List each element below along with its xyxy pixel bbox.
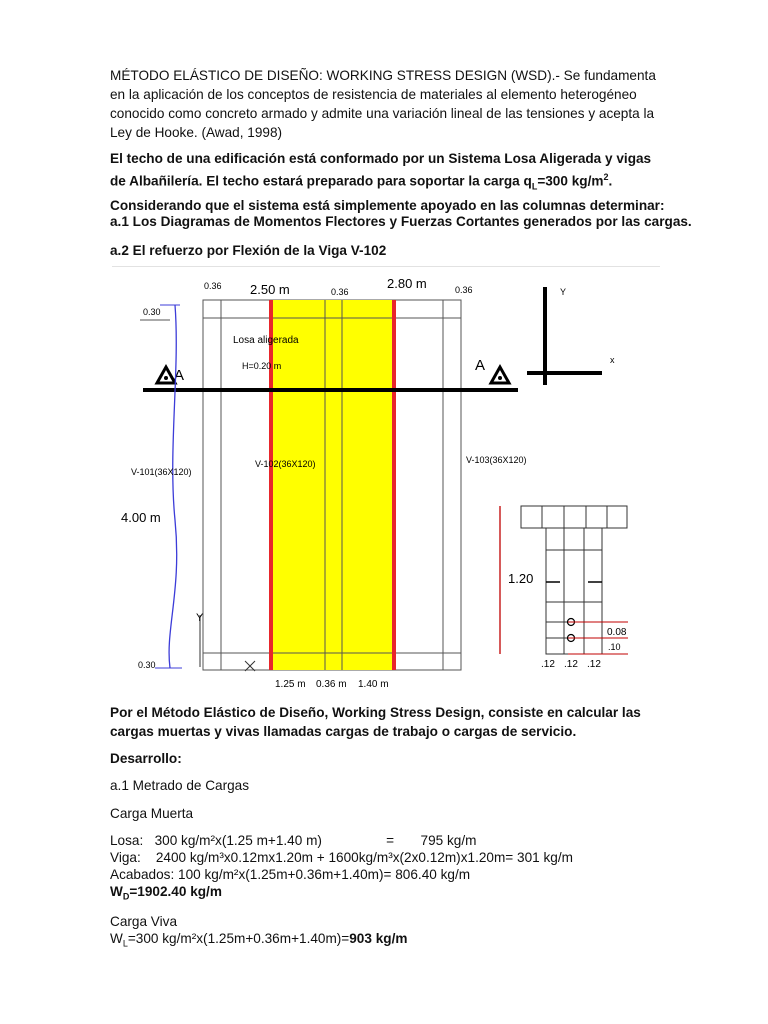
label-v103: V-103(36X120) [466, 455, 527, 465]
problem-text-a: El techo de una edificación está conformado por un Sistema Losa Aligerada y vigas de Albañilería. El techo estará preparado para soportar la carga q [110, 151, 652, 189]
section-height-label: 1.20 [508, 571, 534, 586]
section-cover-label: 0.08 [607, 627, 627, 638]
support-right-icon [491, 367, 509, 383]
dim-top-5: 0.36 [455, 285, 473, 295]
wl-symbol: W [110, 931, 123, 946]
problem-sup: 2 [603, 172, 609, 182]
wd-symbol: W [110, 884, 123, 899]
support-label-right: A [475, 357, 486, 374]
label-v101: V-101(36X120) [131, 467, 192, 477]
wl-total: 903 kg/m [349, 931, 408, 946]
dim-top-1: 0.36 [204, 281, 222, 291]
structural-diagram [0, 270, 768, 690]
dim-top-3: 0.36 [331, 287, 349, 297]
global-y-label: Y [560, 287, 567, 297]
dim-left-top: 0.30 [143, 307, 161, 317]
wd-value: =1902.40 kg/m [129, 884, 222, 899]
wd-result [110, 883, 222, 906]
wd-sub: D [122, 891, 130, 902]
wl-sub: L [122, 938, 128, 949]
dim-top-4: 2.80 m [387, 276, 427, 291]
metrado-heading: a.1 Metrado de Cargas [110, 778, 250, 793]
height-dim-line [169, 305, 177, 668]
dim-bottom-2: 0.36 m [316, 679, 347, 690]
section-width-1: .12 [541, 659, 555, 670]
dim-bottom-1: 1.25 m [275, 679, 306, 690]
carga-muerta-heading: Carga Muerta [110, 806, 194, 821]
dim-height: 4.00 m [121, 510, 161, 525]
intro-body: Se fundamenta en la aplicación de los conceptos de resistencia de materiales al elemento heterogéneo conocido como concreto armado y admite una variación lineal de las tensiones y acepta la Ley de Hooke. (Awad, 1998) [110, 68, 656, 140]
label-v102: V-102(36X120) [255, 459, 316, 469]
origin-y-label: Y [196, 612, 204, 624]
method-paragraph: Por el Método Elástico de Diseño, Working Stress Design, consiste en calcular las cargas muertas y vivas llamadas cargas de trabajo o cargas de servicio. [110, 705, 641, 739]
problem-text-b: =300 kg/m [537, 173, 604, 189]
problem-sub: L [531, 181, 538, 192]
problem-statement [110, 149, 670, 215]
acabados-calculation: Acabados: 100 kg/m²x(1.25m+0.36m+1.40m)= 806.40 kg/m [110, 867, 471, 882]
wl-result [110, 930, 407, 953]
dim-left-bottom: 0.30 [138, 660, 156, 670]
label-h: H=0.20 m [242, 361, 282, 371]
section-cover-label-2: .10 [608, 642, 621, 652]
question-a1: a.1 Los Diagramas de Momentos Flectores y Fuerzas Cortantes generados por las cargas. [110, 214, 692, 229]
losa-calculation: Losa: 300 kg/m²x(1.25 m+1.40 m) = 795 kg/m [110, 833, 477, 848]
dim-bottom-3: 1.40 m [358, 679, 389, 690]
yellow-slab [270, 300, 394, 670]
label-losa: Losa aligerada [233, 335, 299, 346]
support-label-left: A [174, 367, 185, 384]
divider [112, 266, 660, 267]
question-a2: a.2 El refuerzo por Flexión de la Viga V-102 [110, 243, 387, 258]
desarrollo-heading: Desarrollo: [110, 751, 182, 766]
global-x-label: x [610, 355, 615, 365]
section-width-2: .12 [564, 659, 578, 670]
carga-viva-heading: Carga Viva [110, 914, 177, 929]
wl-value: =300 kg/m²x(1.25m+0.36m+1.40m)= [127, 931, 350, 946]
section-width-3: .12 [587, 659, 601, 670]
dim-top-2: 2.50 m [250, 282, 290, 297]
support-left-icon [157, 367, 175, 383]
intro-title: MÉTODO ELÁSTICO DE DISEÑO: WORKING STRESS DESIGN (WSD).- [110, 68, 560, 83]
viga-calculation: Viga: 2400 kg/m³x0.12mx1.20m + 1600kg/m³x(2x0.12m)x1.20m= 301 kg/m [110, 850, 573, 865]
intro-paragraph [110, 66, 670, 142]
problem-text-c: . Considerando que el sistema está simplemente apoyado en las columnas determinar: [110, 173, 665, 214]
